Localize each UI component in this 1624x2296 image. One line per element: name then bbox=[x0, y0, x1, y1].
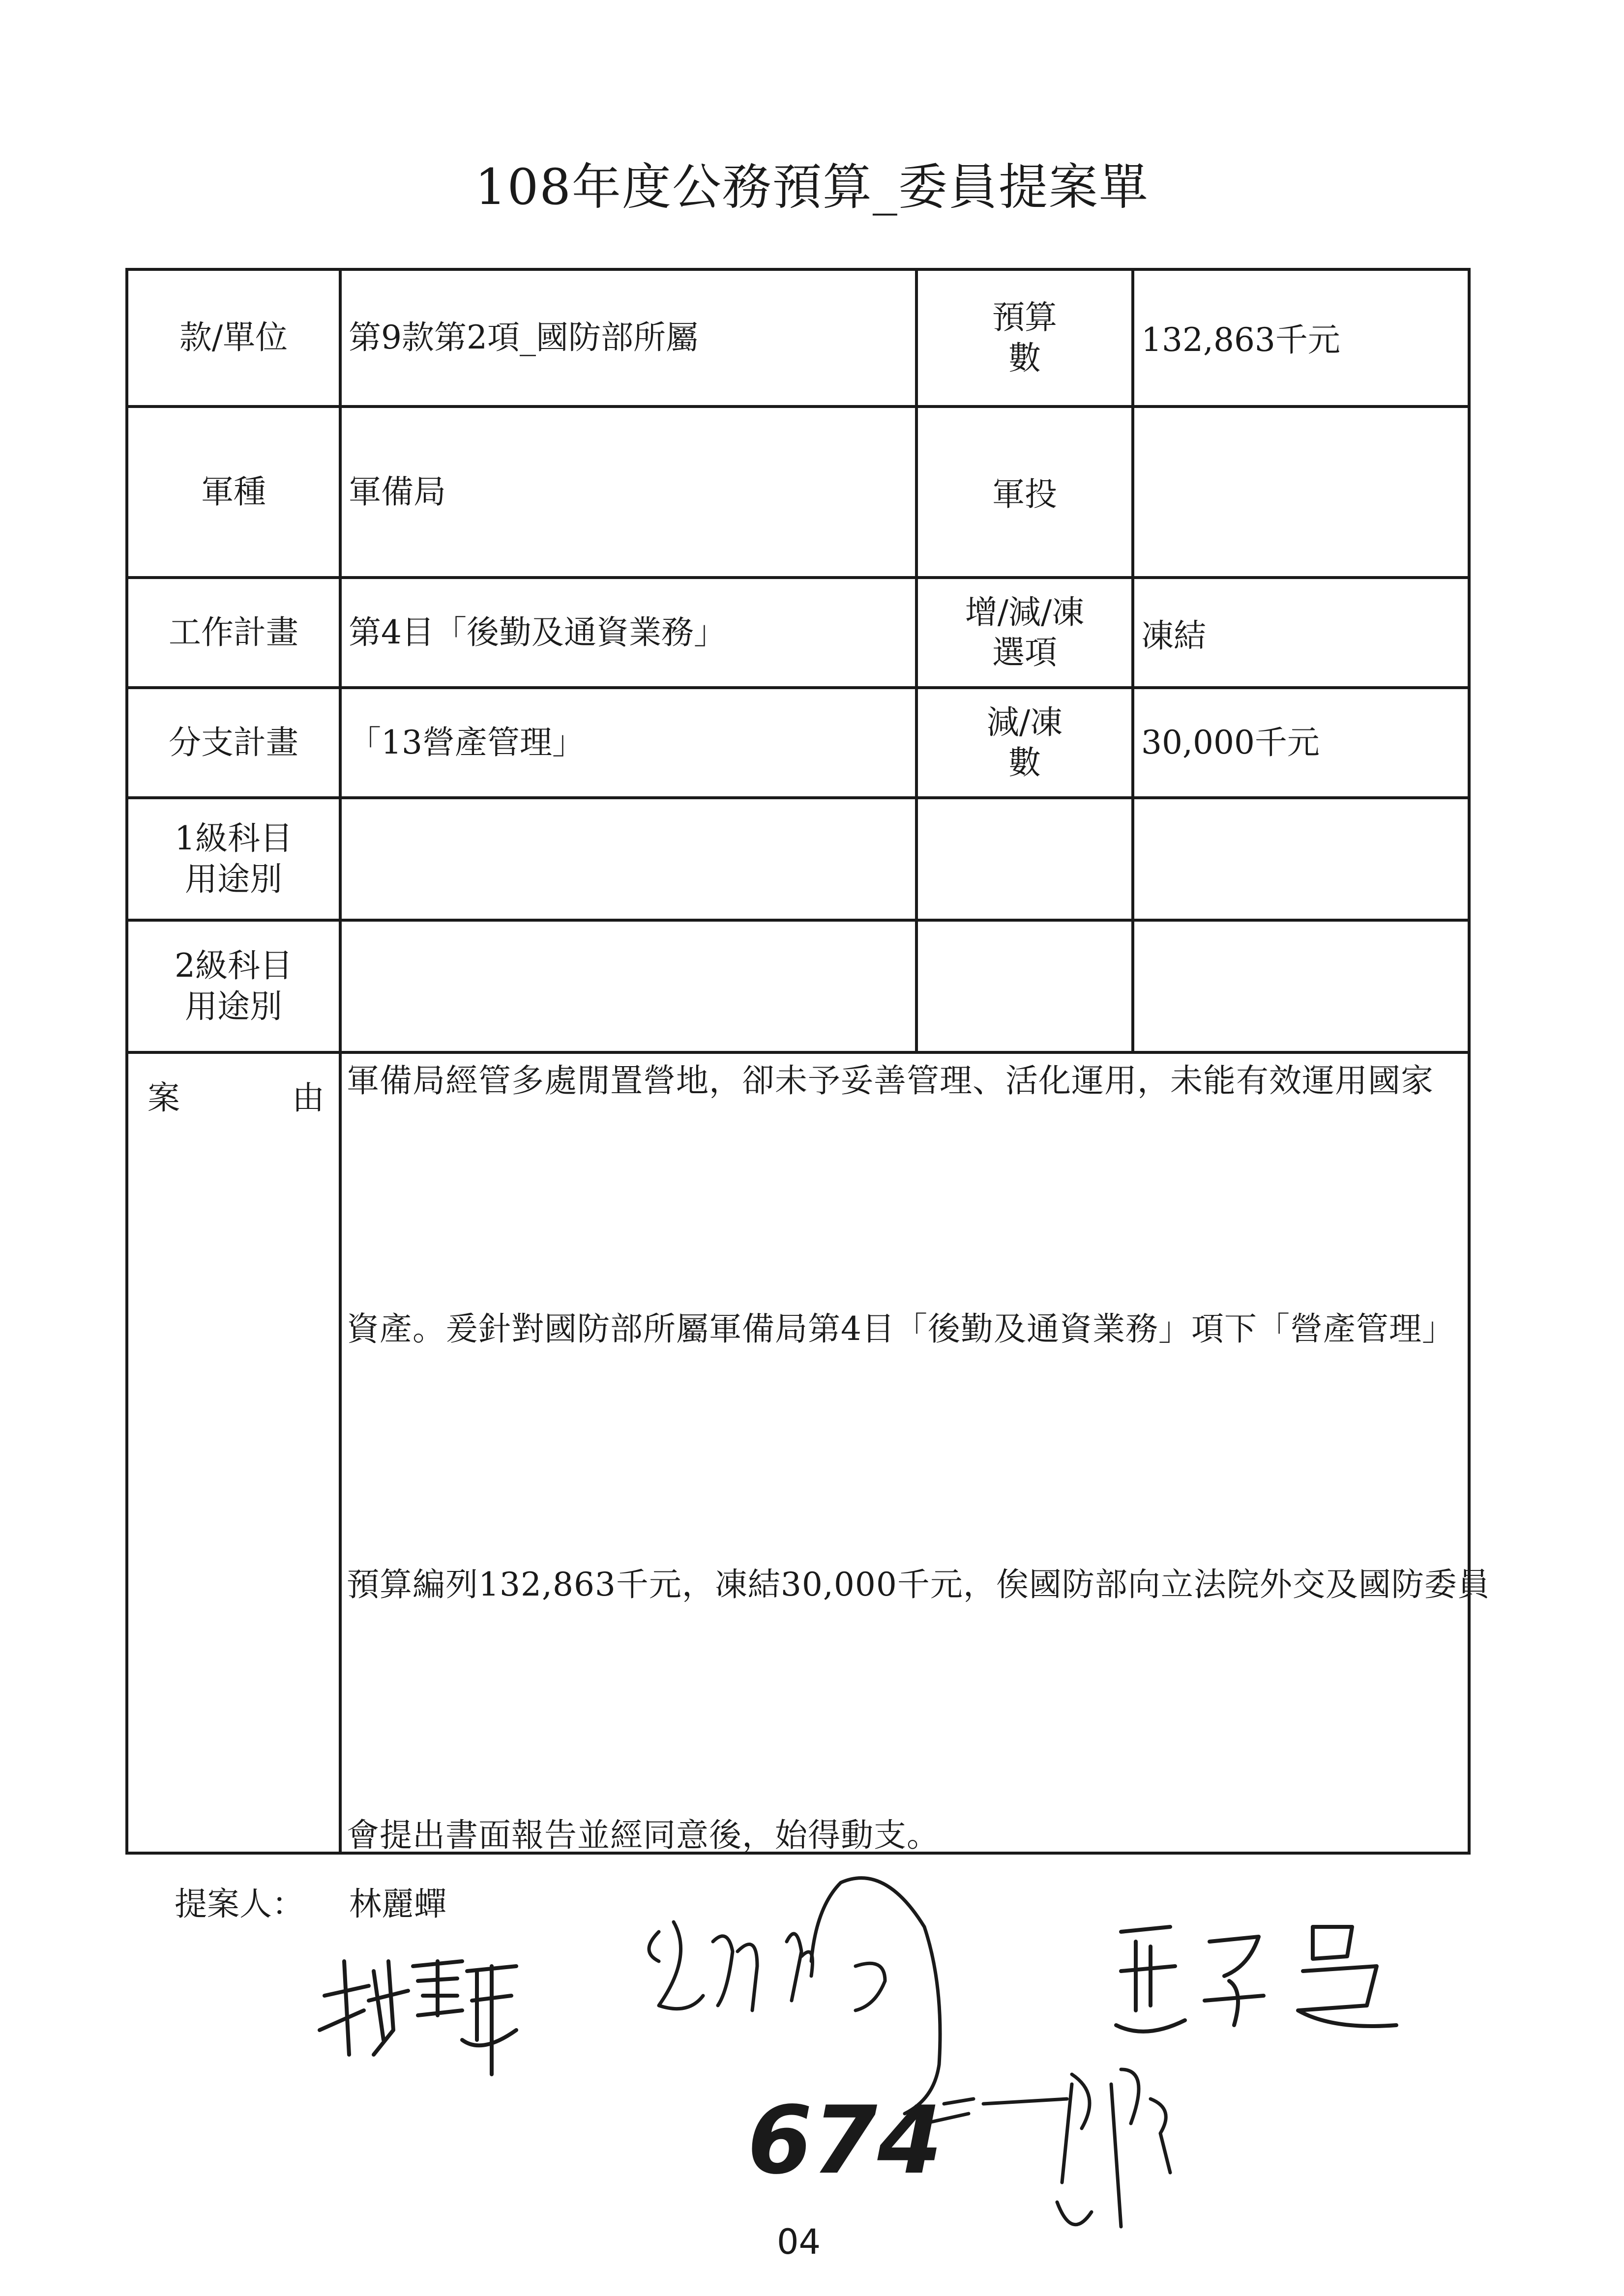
proposer-label: 提案人： bbox=[175, 1885, 304, 1923]
reason-label-cell bbox=[125, 1051, 342, 1855]
reason-line-3: 預算編列132,863千元，凍結30,000千元，俟國防部向立法院外交及國防委員 bbox=[347, 1566, 1490, 1603]
value-military-investment bbox=[1131, 405, 1471, 579]
label-work-plan: 工作計畫 bbox=[125, 576, 342, 689]
value-service-branch: 軍備局 bbox=[339, 405, 918, 579]
reason-line-1: 軍備局經管多處閒置營地，卻未予妥善管理、活化運用，未能有效運用國家 bbox=[347, 1062, 1434, 1100]
label-level2-subject: 2級科目 用途別 bbox=[125, 919, 342, 1054]
value-adjust-option: 凍結 bbox=[1131, 576, 1471, 689]
reason-label: 案 由 bbox=[148, 1079, 325, 1117]
label-level1-subject: 1級科目 用途別 bbox=[125, 796, 342, 922]
label-adjust-option: 增/減/凍 選項 bbox=[915, 576, 1134, 689]
page-number: 04 bbox=[777, 2222, 821, 2262]
value-level1-subject bbox=[339, 796, 918, 922]
value-reduction-amount: 30,000千元 bbox=[1131, 686, 1471, 799]
label-service-branch: 軍種 bbox=[125, 405, 342, 579]
value-work-plan: 第4目「後勤及通資業務」 bbox=[339, 576, 918, 689]
level2-subject-extra-value bbox=[1131, 919, 1471, 1054]
signature-1 bbox=[315, 1942, 526, 2079]
document-title: 108年度公務預算_委員提案單 bbox=[475, 158, 1149, 216]
handwritten-number-674 bbox=[738, 2086, 943, 2195]
reason-line-4: 會提出書面報告並經同意後，始得動支。 bbox=[347, 1816, 940, 1854]
reason-value-cell bbox=[339, 1051, 1471, 1855]
signature-4 bbox=[974, 2055, 1200, 2261]
signature-3 bbox=[1101, 1912, 1416, 2074]
proposer-name: 林麗蟬 bbox=[349, 1885, 446, 1923]
label-branch-plan: 分支計畫 bbox=[125, 686, 342, 799]
value-branch-plan: 「13營產管理」 bbox=[339, 686, 918, 799]
level2-subject-extra bbox=[915, 919, 1134, 1054]
value-level2-subject bbox=[339, 919, 918, 1054]
label-military-investment: 軍投 bbox=[915, 405, 1134, 579]
level1-subject-extra-value bbox=[1131, 796, 1471, 922]
label-budget-unit: 款/單位 bbox=[125, 268, 342, 408]
reason-line-2: 資產。爰針對國防部所屬軍備局第4目「後勤及通資業務」項下「營產管理」 bbox=[347, 1310, 1455, 1348]
level1-subject-extra bbox=[915, 796, 1134, 922]
label-reduction-amount: 減/凍 數 bbox=[915, 686, 1134, 799]
label-budget-amount: 預算 數 bbox=[915, 268, 1134, 408]
value-budget-unit: 第9款第2項_國防部所屬 bbox=[339, 268, 918, 408]
value-budget-amount: 132,863千元 bbox=[1131, 268, 1471, 408]
svg-text:674: 674 bbox=[747, 2086, 943, 2195]
